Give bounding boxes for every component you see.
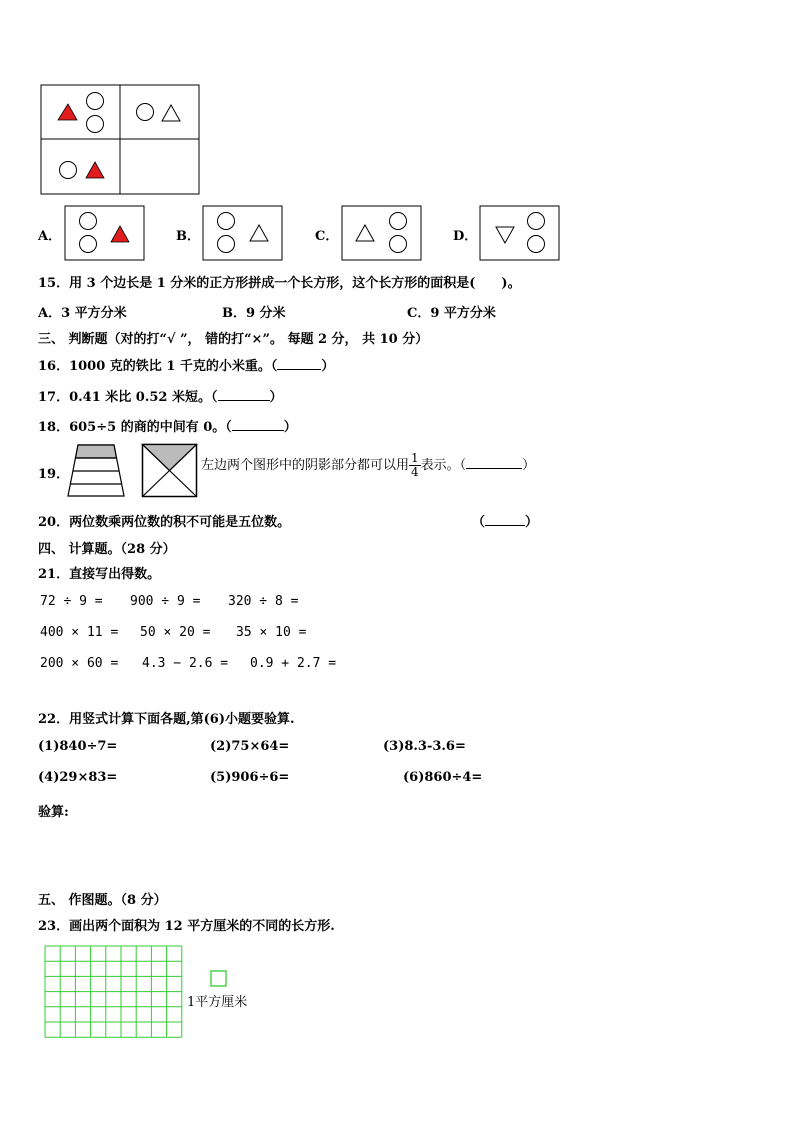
triangle-icon (356, 225, 374, 241)
calc-item: 320 ÷ 8 = (228, 594, 299, 609)
calc-item: 200 × 60 = (40, 656, 119, 671)
circle-icon (528, 236, 545, 253)
section4-heading: 四、 计算题。（28 分） (38, 542, 176, 557)
q23-stem: 23．画出两个面积为 12 平方厘米的不同的长方形. (38, 919, 335, 934)
q19-text: 左边两个图形中的阴影部分都可以用 $\frac{1}{4}$ 表示。（ ） (201, 451, 536, 479)
option-b-figure (202, 205, 284, 261)
circle-icon (528, 213, 545, 230)
q15-option-b: B．9 分米 (222, 306, 286, 321)
vertical-calc-item: (6)860÷4= (403, 770, 483, 785)
calc-item: 400 × 11 = (40, 625, 119, 640)
section3-heading: 三、 判断题（对的打“√ ”， 错的打“×”。 每题 2 分， 共 10 分） (38, 332, 429, 347)
answer-blank[interactable] (277, 357, 321, 370)
triangle-icon (162, 105, 180, 121)
red-triangle-icon (86, 162, 104, 178)
drawing-grid[interactable] (44, 945, 184, 1038)
q14-main-figure (40, 84, 201, 196)
vertical-calc-item: (1)840÷7= (38, 739, 118, 754)
option-c-label: C． (315, 229, 339, 244)
option-a-figure (64, 205, 146, 261)
answer-blank[interactable] (485, 513, 525, 526)
vertical-calc-item: (5)906÷6= (210, 770, 290, 785)
answer-blank[interactable] (466, 456, 522, 469)
square-figure (141, 443, 198, 498)
red-triangle-icon (58, 104, 77, 120)
fraction-one-quarter: $\frac{1}{4}$ (411, 451, 419, 479)
calc-item: 0.9 + 2.7 = (250, 656, 337, 671)
circle-icon (87, 93, 104, 110)
circle-icon (137, 104, 154, 121)
option-b-label: B． (176, 229, 200, 244)
circle-icon (218, 236, 235, 253)
circle-icon (80, 236, 97, 253)
q15-option-c: C．9 平方分米 (407, 306, 496, 321)
q15-option-a: A．3 平方分米 (38, 306, 127, 321)
q16: 16．1000 克的铁比 1 千克的小米重。（ ） (38, 359, 335, 374)
unit-square-icon (210, 970, 228, 988)
q21-stem: 21．直接写出得数。 (38, 567, 161, 582)
section5-heading: 五、 作图题。（8 分） (38, 893, 167, 908)
verify-label: 验算: (38, 805, 69, 820)
circle-icon (390, 236, 407, 253)
answer-blank[interactable] (232, 418, 284, 431)
circle-icon (218, 213, 235, 230)
vertical-calc-item: (4)29×83= (38, 770, 118, 785)
circle-icon (60, 162, 77, 179)
vertical-calc-item: (3)8.3-3.6= (383, 739, 466, 754)
calc-item: 900 ÷ 9 = (130, 594, 201, 609)
q18: 18．605÷5 的商的中间有 0。（ ） (38, 420, 297, 435)
inverted-triangle-icon (496, 227, 514, 243)
calc-item: 35 × 10 = (236, 625, 307, 640)
q22-stem: 22．用竖式计算下面各题,第(6)小题要验算. (38, 712, 295, 727)
circle-icon (390, 213, 407, 230)
trapezoid-figure (66, 443, 126, 498)
red-triangle-icon (111, 226, 129, 242)
circle-icon (87, 116, 104, 133)
option-d-label: D． (453, 229, 478, 244)
q17: 17．0.41 米比 0.52 米短。（ ） (38, 390, 283, 405)
option-a-label: A． (38, 229, 62, 244)
unit-label: 1平方厘米 (187, 995, 248, 1010)
calc-item: 72 ÷ 9 = (40, 594, 103, 609)
triangle-icon (250, 225, 268, 241)
q15-stem: 15．用 3 个边长是 1 分米的正方形拼成一个长方形，这个长方形的面积是( )。 (38, 276, 521, 291)
option-c-figure (341, 205, 423, 261)
calc-item: 4.3 − 2.6 = (142, 656, 229, 671)
q19-number: 19． (38, 467, 70, 482)
circle-icon (80, 213, 97, 230)
q20: 20．两位数乘两位数的积不可能是五位数。 (38, 515, 291, 530)
q20-answer: （ ） (472, 515, 539, 530)
calc-item: 50 × 20 = (140, 625, 211, 640)
vertical-calc-item: (2)75×64= (210, 739, 290, 754)
option-d-figure (479, 205, 561, 261)
answer-blank[interactable] (218, 388, 270, 401)
